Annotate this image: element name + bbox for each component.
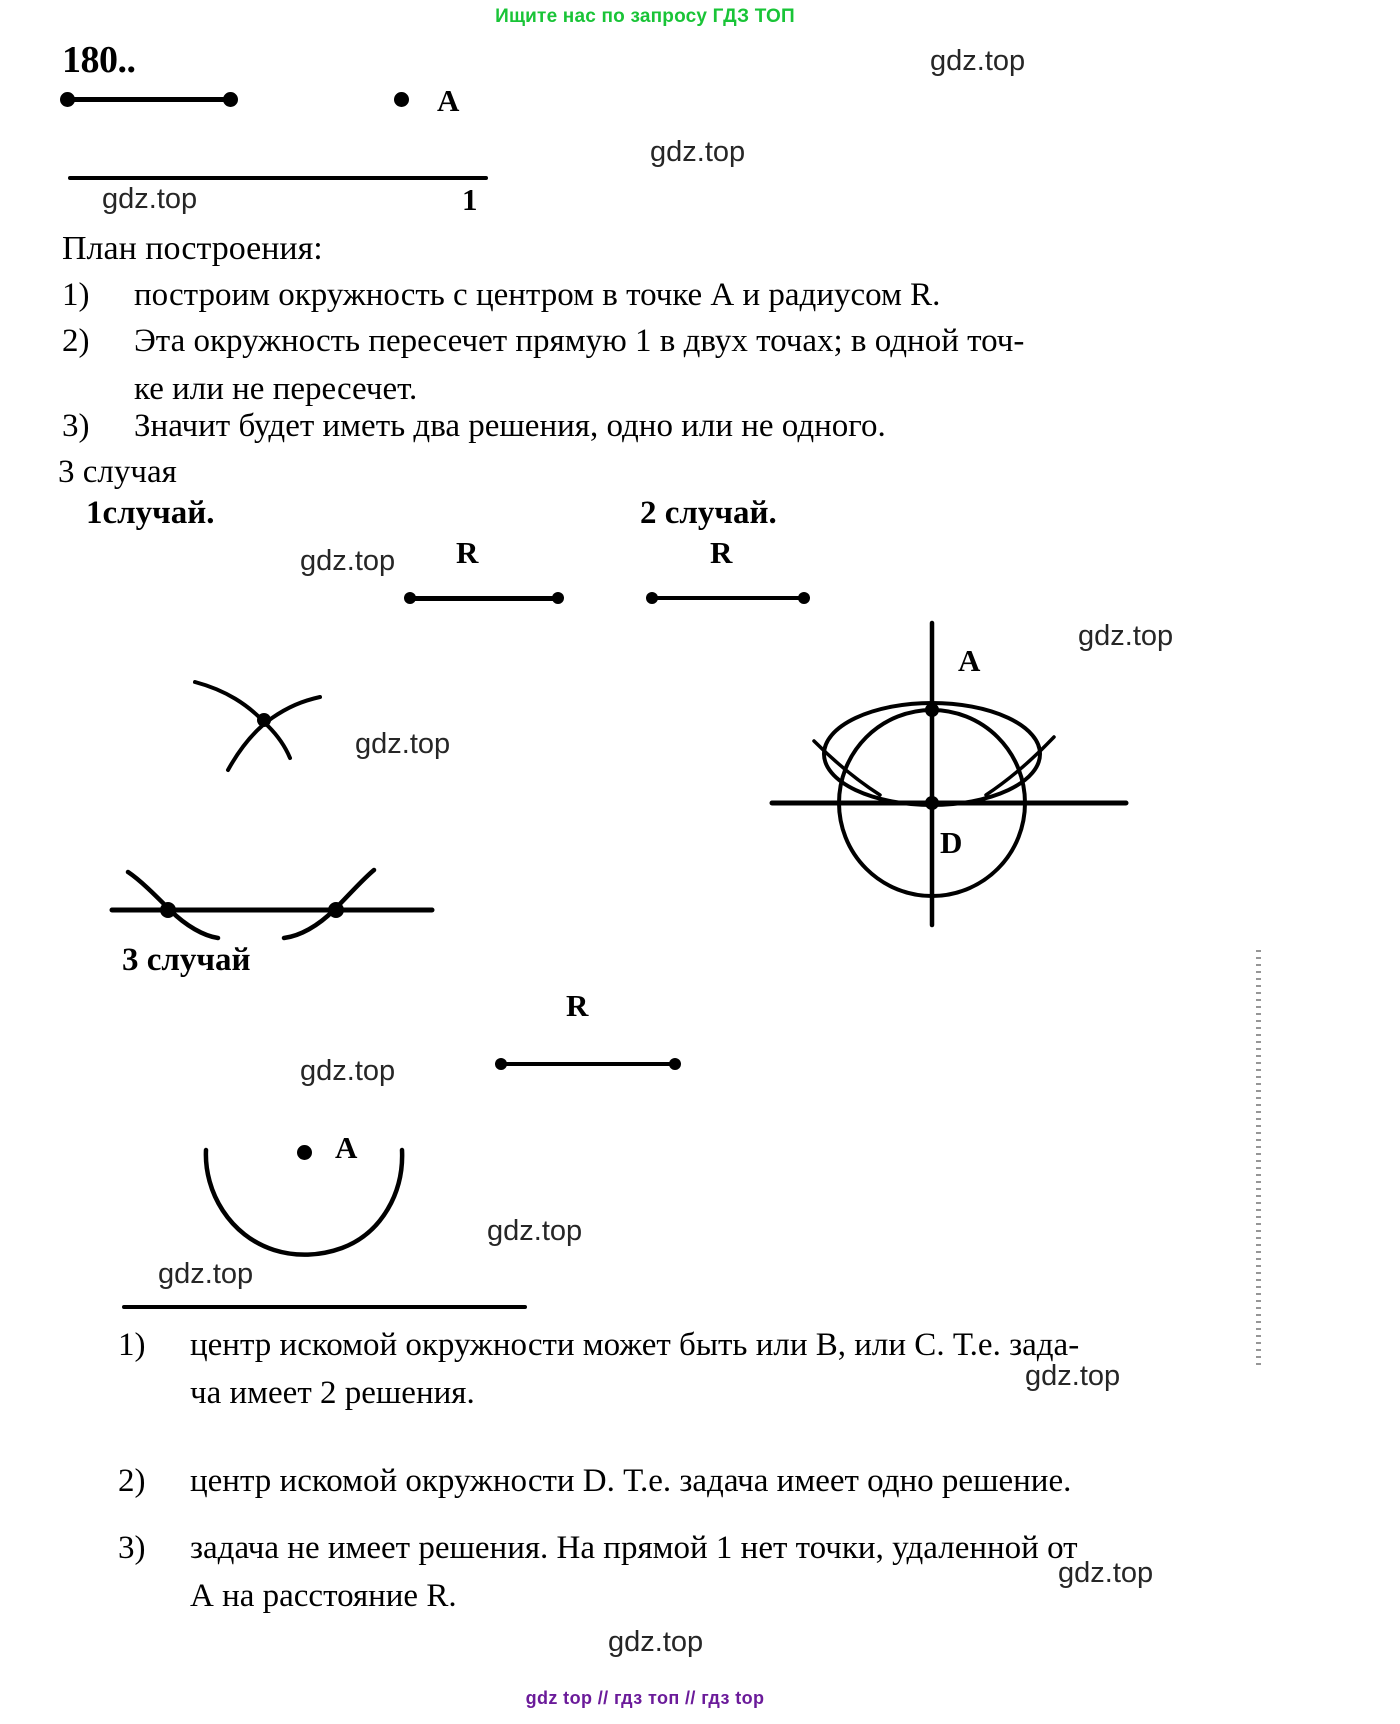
watermark-6: gdz.top bbox=[300, 1055, 396, 1087]
watermark-1: gdz.top bbox=[650, 136, 746, 168]
case-1-intersection-point-b bbox=[160, 902, 176, 918]
case-2-point-d-marker bbox=[925, 796, 939, 810]
case-3-u-arc bbox=[206, 1150, 402, 1255]
case-1-radius-label: R bbox=[456, 535, 479, 570]
watermark-10: gdz.top bbox=[1058, 1557, 1154, 1589]
line-l bbox=[68, 176, 488, 180]
conclusion-1-line-1: центр искомой окружности может быть или В, или С. Т.е. зада- bbox=[190, 1327, 1080, 1363]
promo-banner-top: Ищите нас по запросу ГДЗ ТОП bbox=[495, 6, 795, 27]
conclusion-3-line-2: А на расстояние R. bbox=[190, 1578, 457, 1615]
line-l-label: 1 bbox=[462, 182, 478, 217]
conclusion-2-line-1: центр искомой окружности D. Т.е. задача имеет одно решение. bbox=[190, 1463, 1072, 1499]
promo-banner-bottom: gdz top // гдз топ // гдз top bbox=[525, 1688, 765, 1708]
plan-item-3-number: 3) bbox=[62, 408, 90, 444]
case-3-radius-line bbox=[501, 1062, 675, 1066]
point-a-marker bbox=[394, 92, 409, 107]
plan-heading: План построения: bbox=[62, 230, 323, 267]
case-1-radius-endpoint-right bbox=[552, 592, 564, 604]
case-1-title: 1случай. bbox=[86, 495, 215, 531]
point-a-label: A bbox=[437, 83, 460, 118]
conclusion-1-number: 1) bbox=[118, 1327, 146, 1363]
plan-item-3-line-1: Значит будет иметь два решения, одно или не одного. bbox=[134, 408, 886, 444]
case-2-title: 2 случай. bbox=[640, 495, 777, 531]
case-2-radius-endpoint-right bbox=[798, 592, 810, 604]
conclusion-3-number: 3) bbox=[118, 1530, 146, 1566]
case-1-intersection-point-c bbox=[328, 902, 344, 918]
conclusion-1-row-1 bbox=[118, 1325, 1079, 1365]
case-1-arc-intersection-figure bbox=[190, 670, 330, 780]
plan-item-1-row bbox=[62, 275, 940, 315]
watermark-2: gdz.top bbox=[102, 183, 198, 215]
conclusion-item-1 bbox=[118, 1325, 1079, 1414]
case-3-point-a-label: A bbox=[335, 1130, 358, 1165]
case-2-right-cross-arc bbox=[986, 737, 1054, 795]
case-3-radius-label: R bbox=[566, 988, 589, 1023]
case-3-title: 3 случай bbox=[122, 942, 251, 978]
plan-item-3 bbox=[62, 406, 886, 446]
conclusion-item-2 bbox=[118, 1461, 1071, 1501]
case-2-radius-label: R bbox=[710, 535, 733, 570]
conclusion-3-line-1: задача не имеет решения. На прямой 1 нет точки, удаленной от bbox=[190, 1530, 1078, 1566]
watermark-8: gdz.top bbox=[158, 1258, 254, 1290]
conclusion-1-row-2 bbox=[118, 1373, 1079, 1413]
case-3-radius-endpoint-right bbox=[669, 1058, 681, 1070]
case-2-point-a-label: A bbox=[958, 643, 981, 678]
case-1-radius-line bbox=[410, 596, 558, 601]
conclusion-2-row-1 bbox=[118, 1461, 1071, 1501]
scan-artifact-speckle bbox=[1256, 950, 1261, 1370]
case-1-line-with-points bbox=[112, 850, 442, 960]
plan-item-2-line-2: ке или не пересечет. bbox=[134, 371, 418, 408]
case-3-arc-figure bbox=[196, 1148, 426, 1268]
case-1-line-svg bbox=[112, 850, 442, 960]
plan-item-2-line-1: Эта окружность пересечет прямую 1 в двух точах; в одной точ- bbox=[134, 323, 1025, 359]
segment-line bbox=[67, 97, 230, 102]
plan-item-2-row-2 bbox=[62, 369, 1024, 409]
conclusion-1-line-2: ча имеет 2 решения. bbox=[190, 1375, 475, 1412]
case-1-right-arc bbox=[284, 870, 374, 938]
plan-item-2-row-1 bbox=[62, 321, 1024, 361]
plan-item-3-row bbox=[62, 406, 886, 446]
cases-count-label: 3 случая bbox=[58, 454, 177, 490]
watermark-7: gdz.top bbox=[487, 1215, 583, 1247]
segment-endpoint-right bbox=[223, 92, 238, 107]
watermark-0: gdz.top bbox=[930, 45, 1026, 77]
conclusion-3-row-1 bbox=[118, 1528, 1078, 1568]
case-2-point-d-label: D bbox=[940, 825, 963, 860]
plan-item-1-line-1: построим окружность с центром в точке А и радиусом R. bbox=[134, 277, 941, 313]
conclusion-item-3 bbox=[118, 1528, 1078, 1617]
watermark-9: gdz.top bbox=[1025, 1360, 1121, 1392]
watermark-11: gdz.top bbox=[608, 1626, 704, 1658]
plan-item-1 bbox=[62, 275, 940, 315]
plan-item-2-number: 2) bbox=[62, 323, 90, 359]
case-2-radius-line bbox=[652, 596, 804, 600]
watermark-3: gdz.top bbox=[300, 545, 396, 577]
case-3-arc-svg bbox=[196, 1148, 426, 1268]
watermark-5: gdz.top bbox=[1078, 620, 1174, 652]
watermark-4: gdz.top bbox=[355, 728, 451, 760]
plan-item-2 bbox=[62, 321, 1024, 410]
case-2-point-a-marker bbox=[925, 703, 939, 717]
case-1-arc-cross-point bbox=[257, 713, 271, 727]
conclusion-3-row-2 bbox=[118, 1576, 1078, 1616]
conclusion-2-number: 2) bbox=[118, 1463, 146, 1499]
case-1-arcs-svg bbox=[190, 670, 330, 780]
case-3-line-l bbox=[122, 1305, 527, 1309]
plan-item-1-number: 1) bbox=[62, 277, 90, 313]
exercise-number: 180.. bbox=[62, 39, 136, 81]
